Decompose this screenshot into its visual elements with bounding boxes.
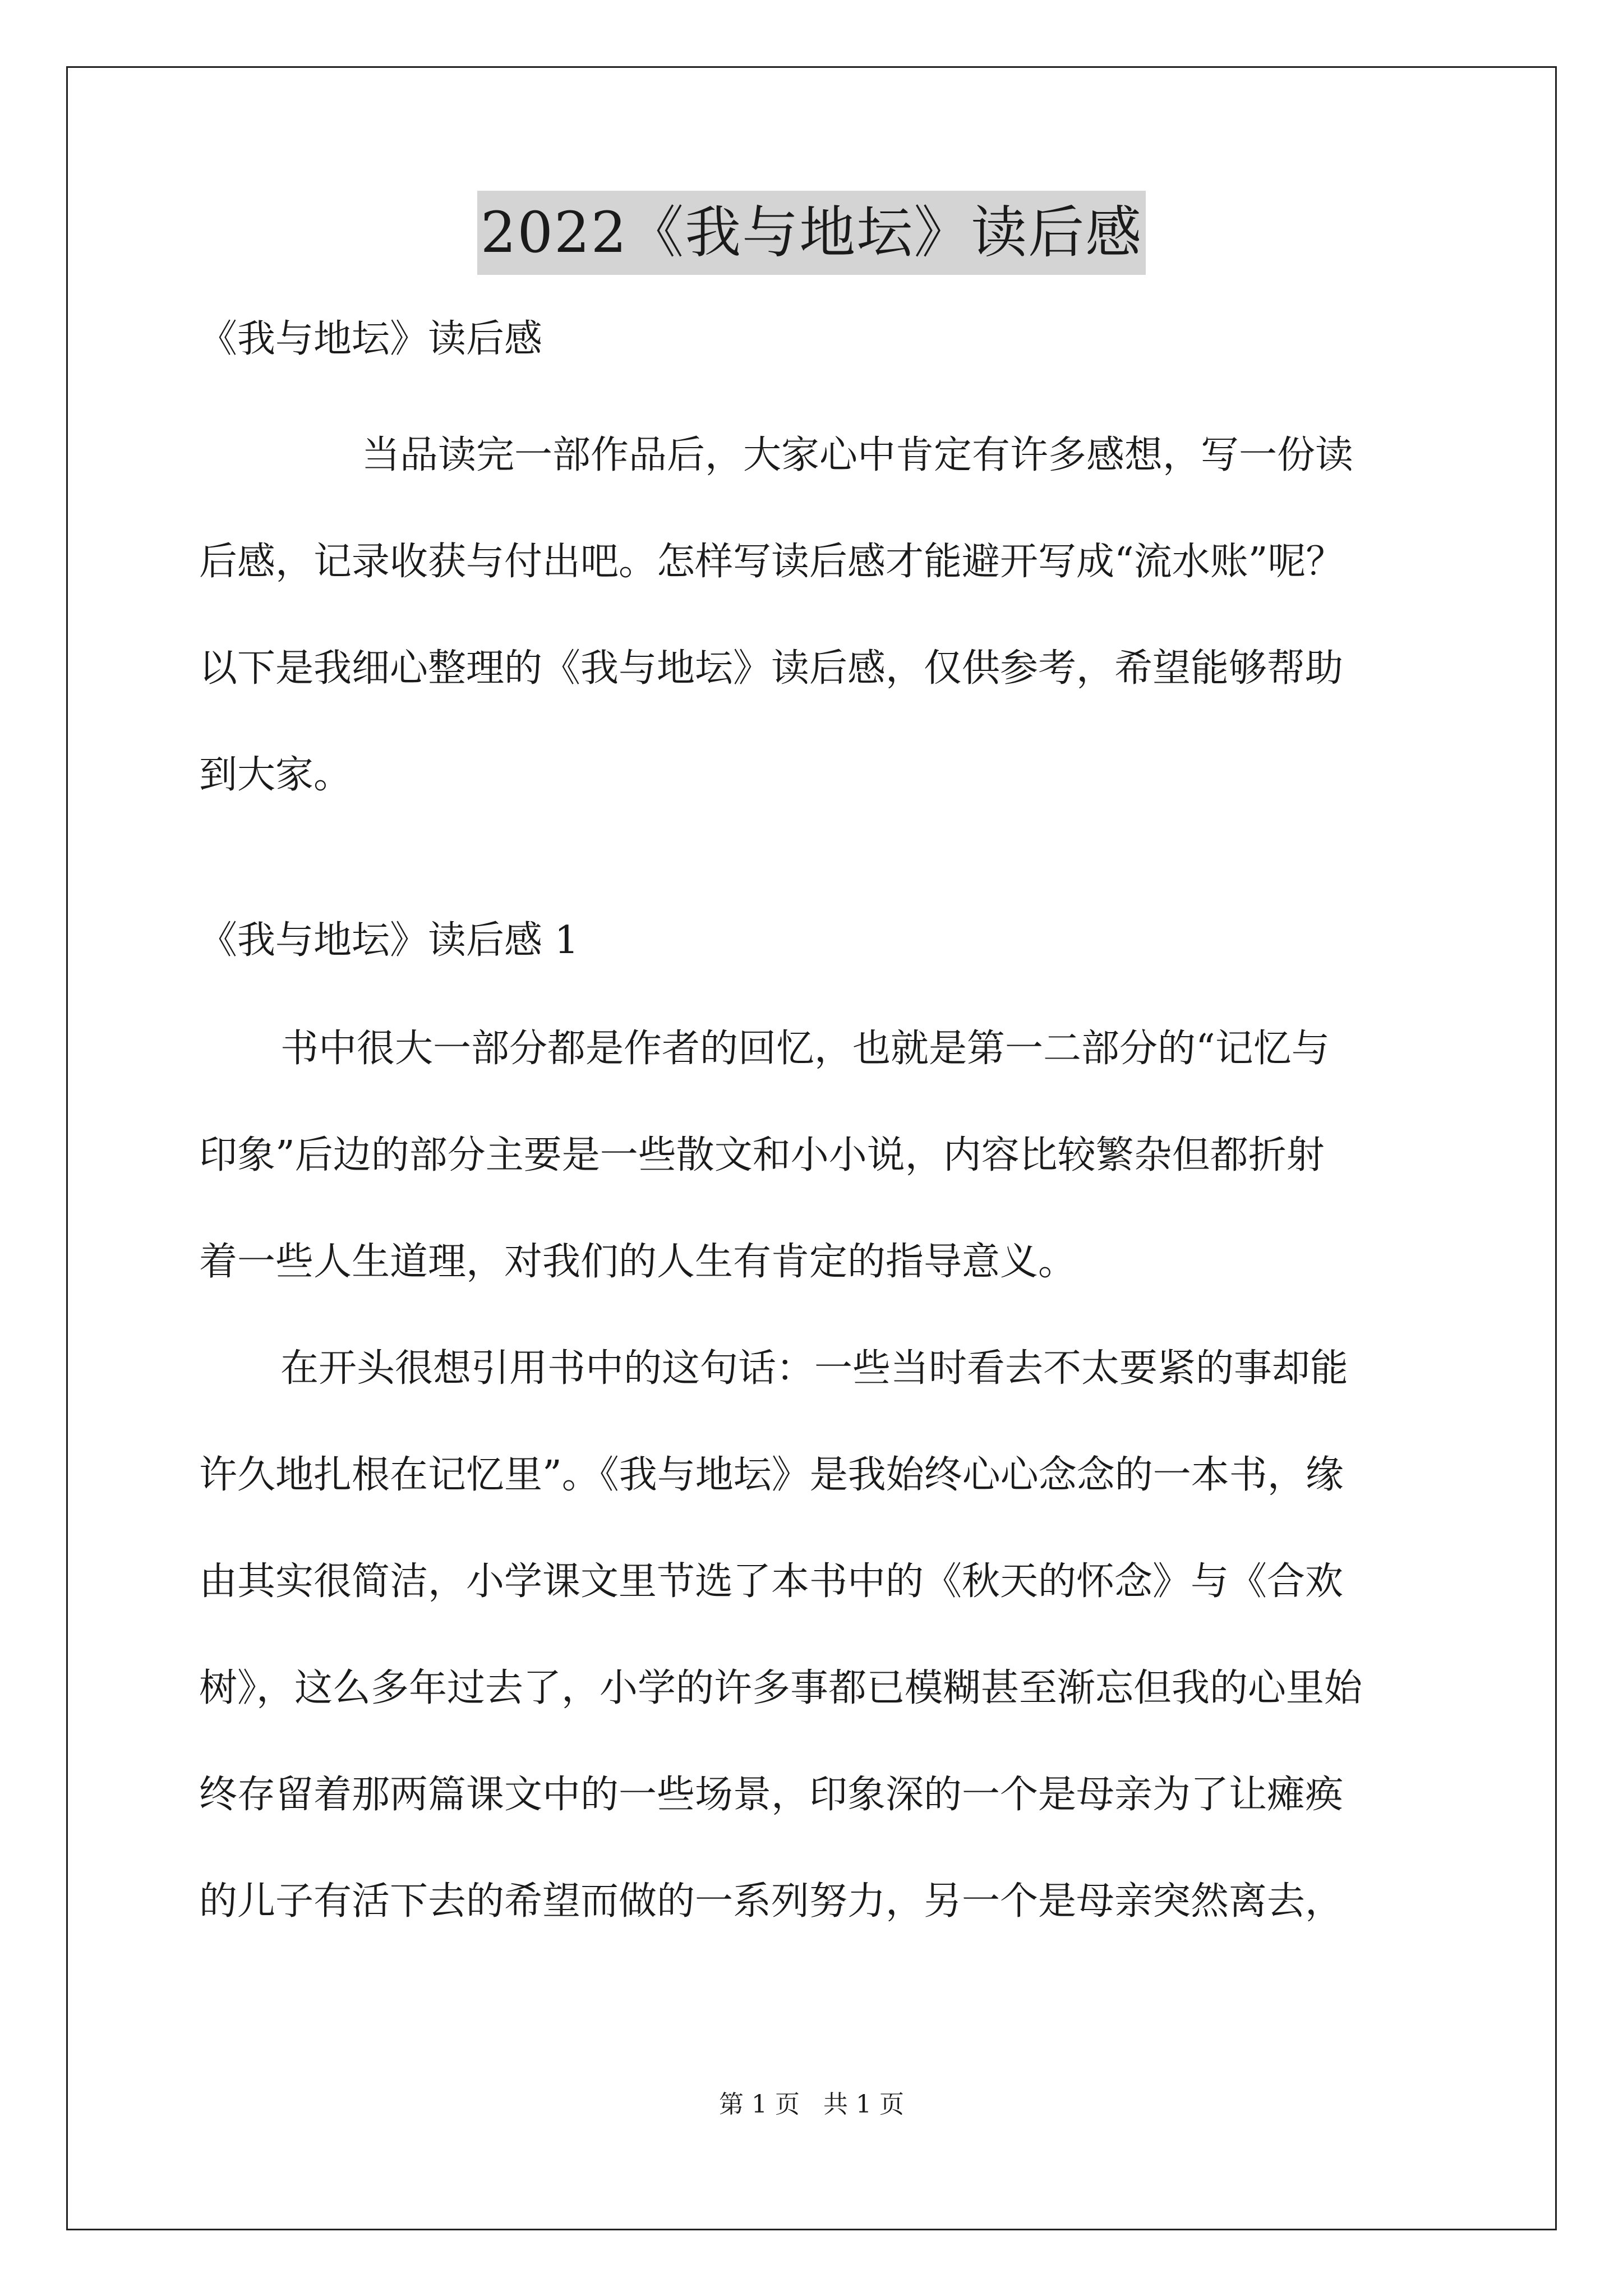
section1-paragraph-2 [199, 1315, 1430, 1955]
intro-line: 当品读完一部作品后，大家心中肯定有许多感想，写一份读 [362, 433, 1354, 477]
document-body [199, 306, 1430, 1955]
paragraph-line: 的儿子有活下去的希望而做的一系列努力，另一个是母亲突然离去， [199, 1879, 1344, 1924]
paragraph-line: 在开头很想引用书中的这句话：一些当时看去不太要紧的事却能 [280, 1346, 1349, 1391]
intro-heading: 《我与地坛》读后感 [199, 317, 543, 361]
paragraph-line: 着一些人生道理，对我们的人生有肯定的指导意义。 [199, 1240, 1077, 1284]
intro-line: 到大家。 [199, 753, 352, 797]
intro-line: 后感，记录收获与付出吧。怎样写读后感才能避开写成“流水账”呢？ [199, 540, 1344, 584]
section-heading: 《我与地坛》读后感 1 [199, 918, 579, 963]
paragraph-line: 印象”后边的部分主要是一些散文和小小说，内容比较繁杂但都折射 [199, 1133, 1325, 1177]
paragraph-line: 终存留着那两篇课文中的一些场景，印象深的一个是母亲为了让瘫痪 [199, 1773, 1344, 1817]
section1-paragraph-1 [199, 996, 1430, 1315]
paragraph-line: 许久地扎根在记忆里”。《我与地坛》是我始终心心念念的一本书，缘 [199, 1453, 1344, 1497]
paragraph-line: 书中很大一部分都是作者的回忆，也就是第一二部分的“记忆与 [280, 1027, 1330, 1071]
document-title: 2022《我与地坛》读后感 [477, 191, 1146, 275]
page-footer: 第 1 页 共 1 页 [719, 2090, 904, 2119]
intro-line: 以下是我细心整理的《我与地坛》读后感，仅供参考，希望能够帮助 [199, 646, 1344, 691]
intro-paragraph [199, 402, 1430, 829]
title-container [0, 191, 1623, 275]
paragraph-line: 树》，这么多年过去了，小学的许多事都已模糊甚至渐忘但我的心里始 [199, 1666, 1363, 1710]
paragraph-line: 由其实很简洁，小学课文里节选了本书中的《秋天的怀念》与《合欢 [199, 1559, 1344, 1604]
